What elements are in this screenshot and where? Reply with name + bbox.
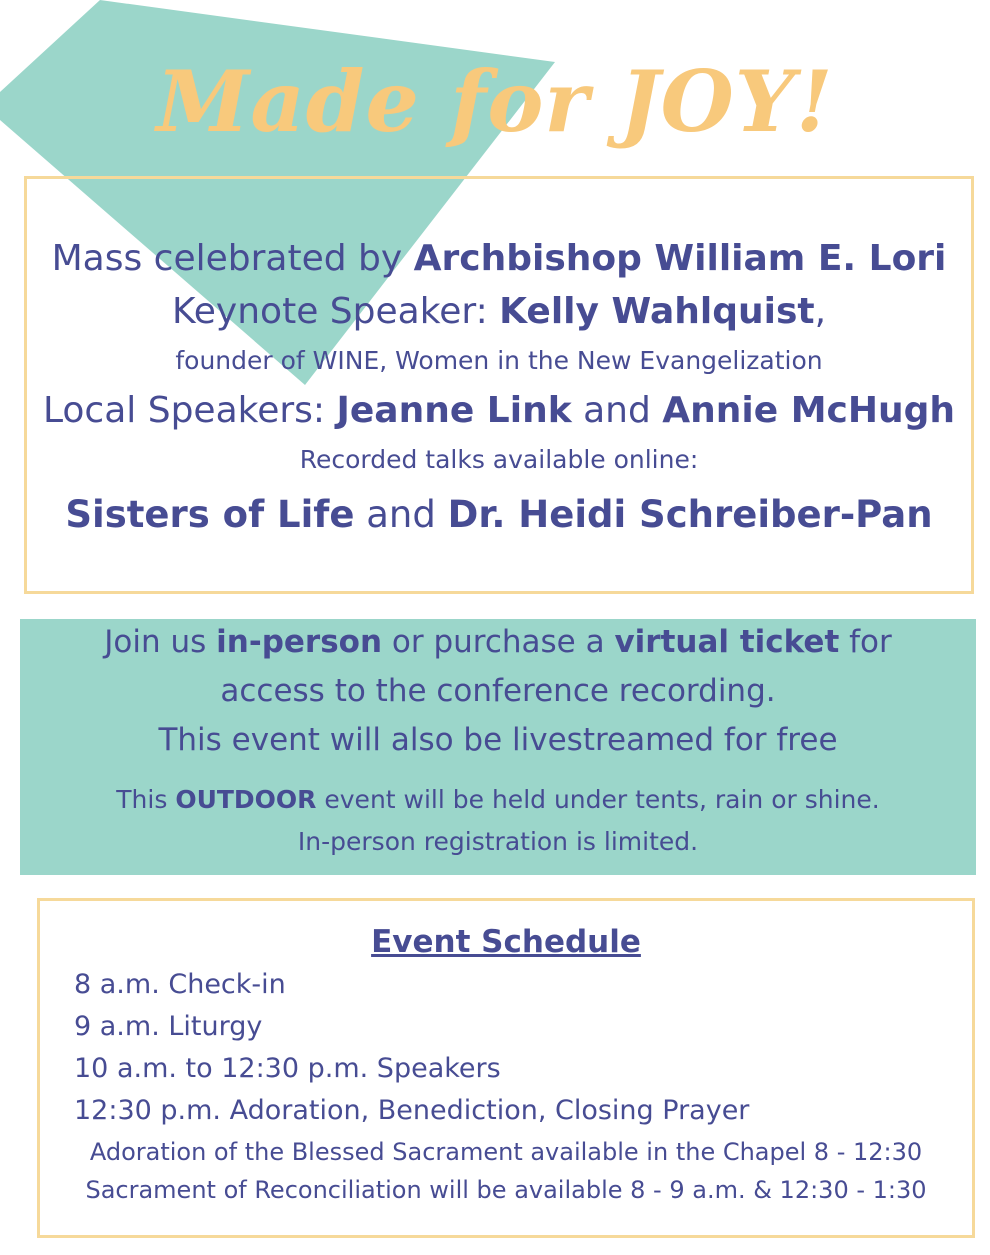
- schedule-note: Sacrament of Reconciliation will be available 8 - 9 a.m. & 12:30 - 1:30: [85, 1176, 927, 1204]
- outdoor-text: OUTDOOR: [175, 785, 317, 814]
- local-speaker-1: Jeanne Link: [336, 390, 572, 431]
- keynote-speaker: Kelly Wahlquist: [499, 291, 815, 332]
- schedule-notes: [37, 1133, 975, 1209]
- mass-line: Mass celebrated by Archbishop William E. Lori: [51, 238, 947, 279]
- recorded-speaker-1: Sisters of Life: [65, 493, 355, 536]
- local-speaker-2: Annie McHugh: [662, 390, 956, 431]
- outdoor-line: This OUTDOOR event will be held under tents, rain or shine.: [116, 785, 880, 814]
- join-section: [20, 618, 976, 765]
- local-speakers-line: Local Speakers: Jeanne Link and Annie McHugh: [42, 390, 956, 431]
- keynote-line: Keynote Speaker: Kelly Wahlquist,: [171, 291, 827, 332]
- outdoor-section: [20, 779, 976, 863]
- schedule-item: 12:30 p.m. Adoration, Benediction, Closing Prayer: [74, 1095, 750, 1126]
- recorded-speaker-2: Dr. Heidi Schreiber-Pan: [447, 493, 933, 536]
- schedule-list: [74, 964, 954, 1132]
- registration-limited: In-person registration is limited.: [297, 827, 699, 856]
- mass-celebrant: Archbishop William E. Lori: [413, 238, 947, 279]
- speakers-section: [24, 232, 974, 544]
- schedule-item: 9 a.m. Liturgy: [74, 1011, 263, 1042]
- join-line-3: This event will also be livestreamed for free: [158, 722, 838, 758]
- schedule-item: 8 a.m. Check-in: [74, 969, 286, 1000]
- schedule-item: 10 a.m. to 12:30 p.m. Speakers: [74, 1053, 501, 1084]
- join-line-1: Join us in-person or purchase a virtual ticket for: [104, 624, 892, 660]
- virtual-ticket-text: virtual ticket: [614, 624, 840, 660]
- join-line-2: access to the conference recording.: [220, 673, 776, 709]
- page-title: Made for JOY!: [156, 52, 834, 151]
- recorded-talks-line: Sisters of Life and Dr. Heidi Schreiber-Pan: [65, 493, 933, 536]
- schedule-note: Adoration of the Blessed Sacrament available in the Chapel 8 - 12:30: [89, 1138, 923, 1166]
- in-person-text: in-person: [216, 624, 383, 660]
- keynote-description: founder of WINE, Women in the New Evangelization: [175, 346, 823, 375]
- schedule-title: Event Schedule: [371, 924, 641, 960]
- recorded-talks-label: Recorded talks available online:: [299, 445, 699, 474]
